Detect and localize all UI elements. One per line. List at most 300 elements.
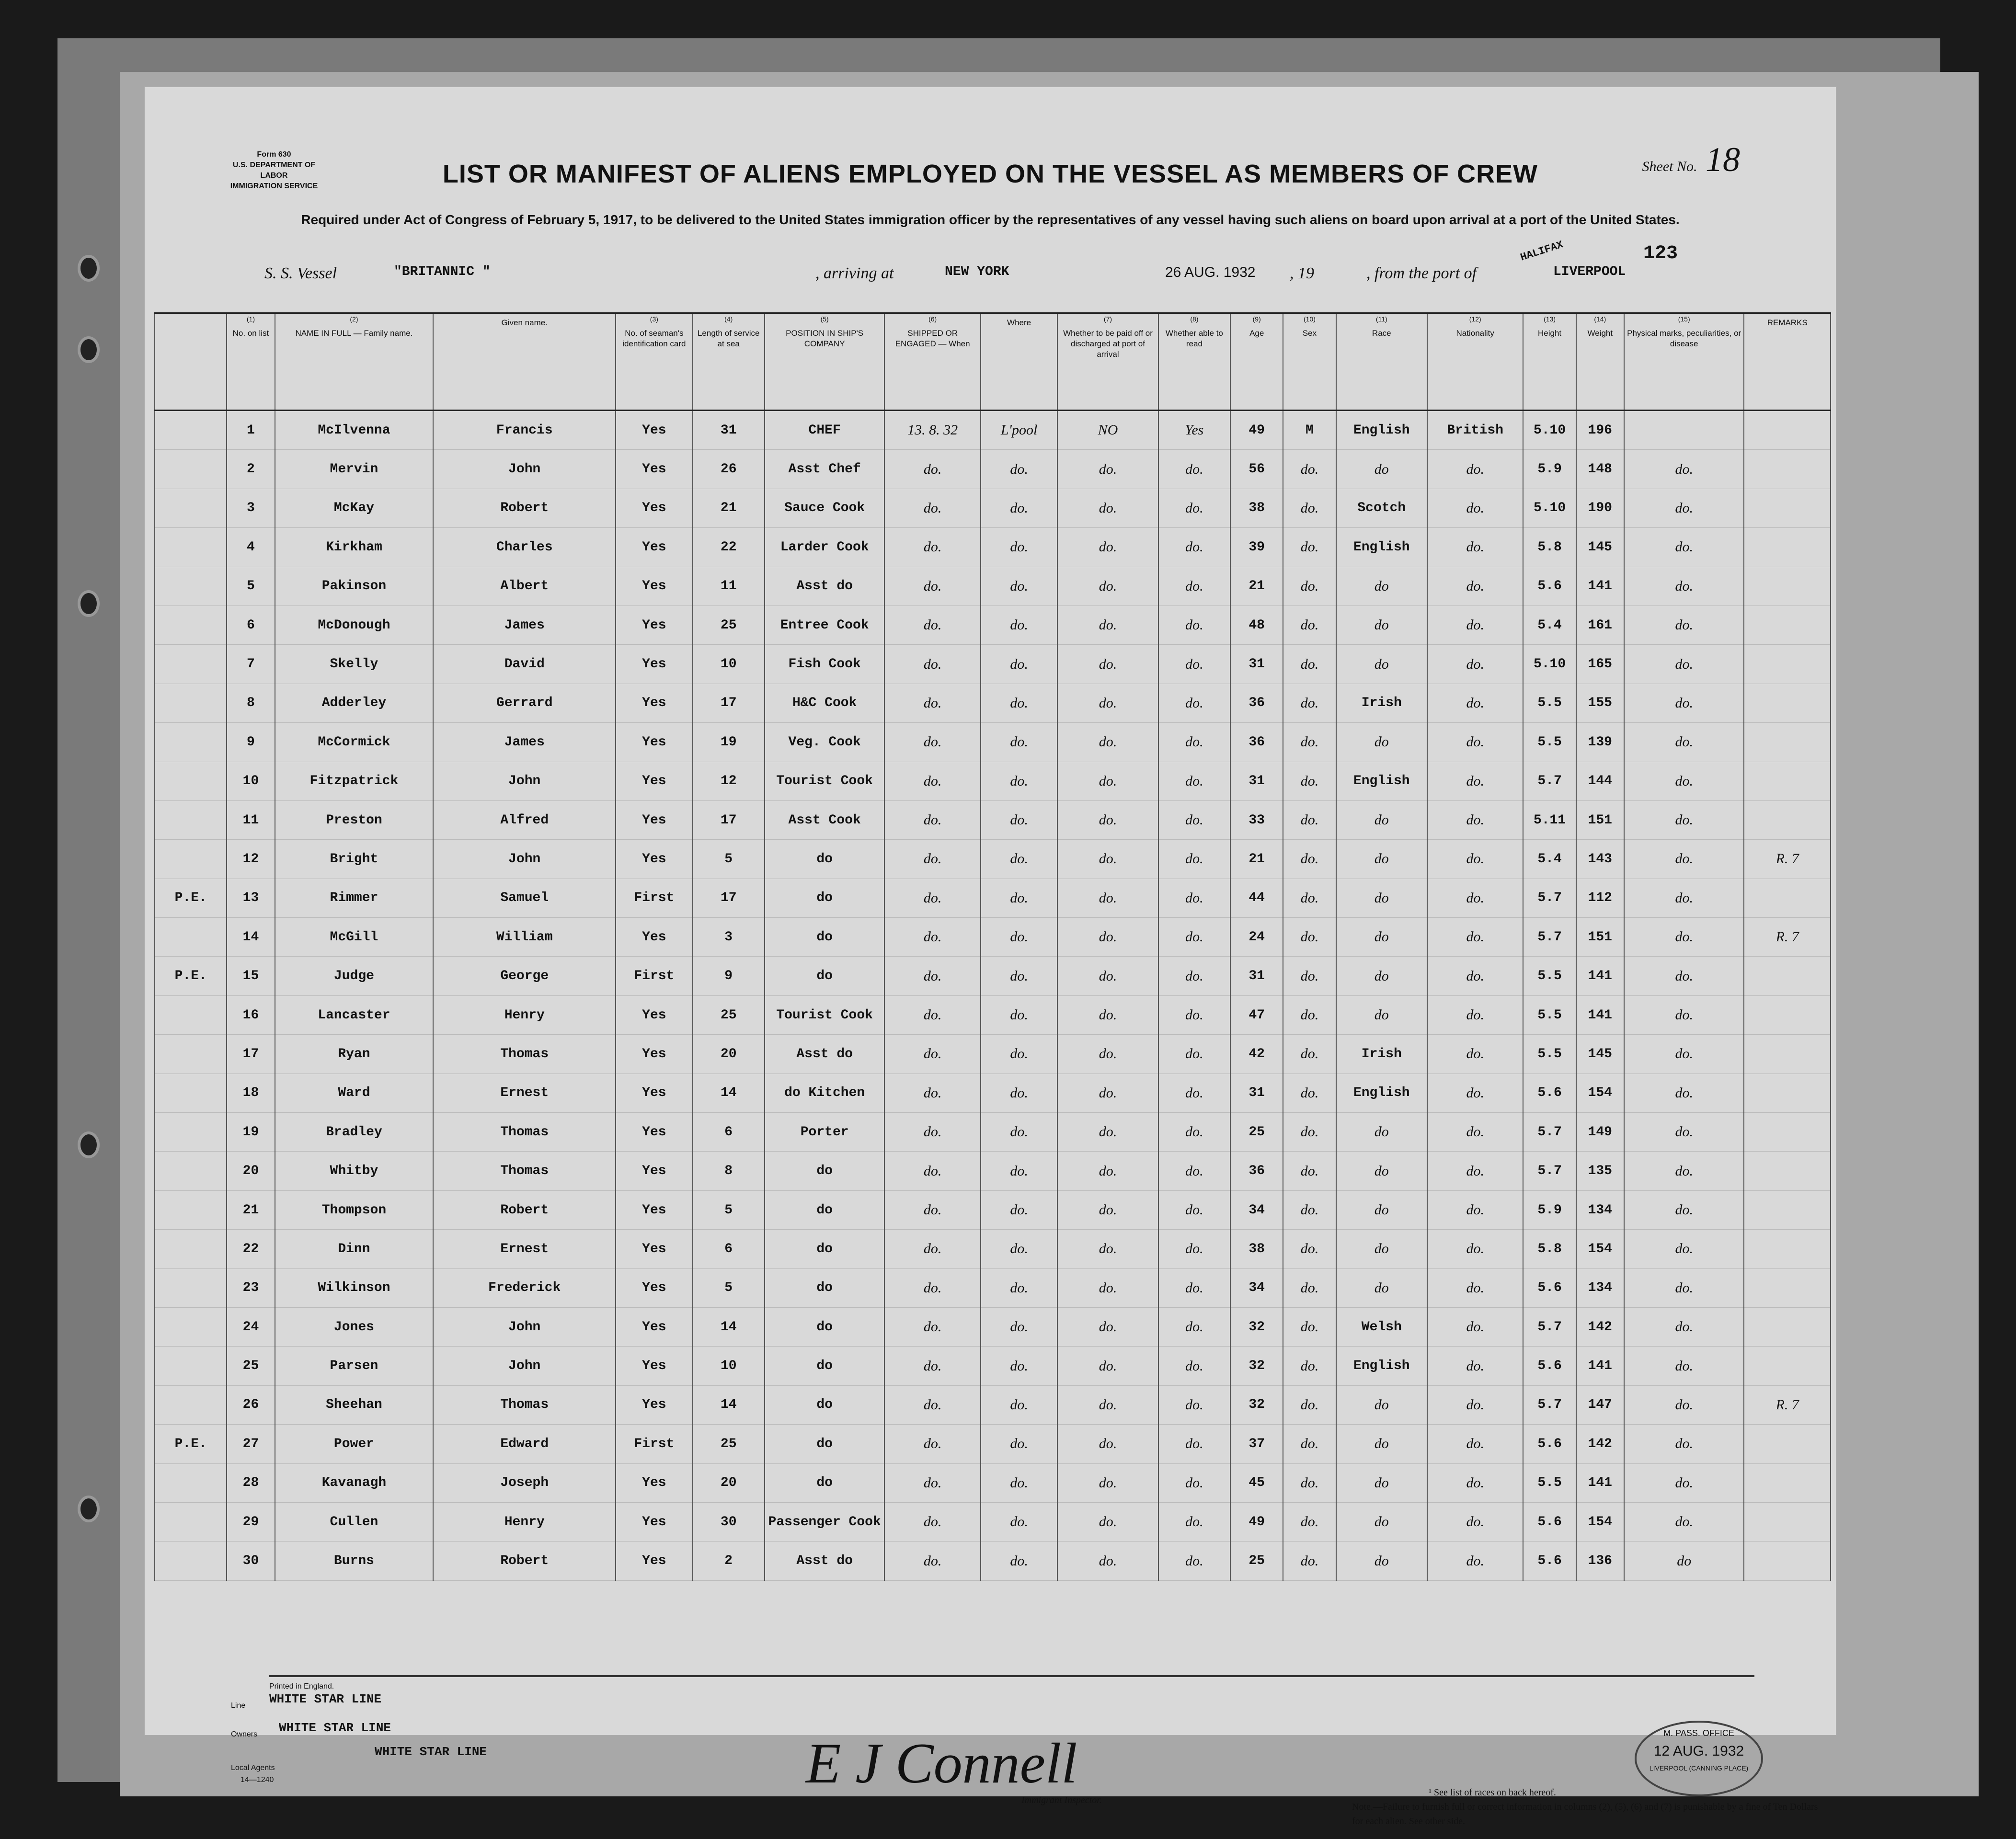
table-row xyxy=(155,411,1831,450)
punch-hole xyxy=(78,1496,100,1522)
cell-read: do. xyxy=(1158,1230,1230,1268)
cell-remarks xyxy=(1744,684,1831,722)
cell-when: do. xyxy=(884,1268,980,1307)
cell-card: First xyxy=(616,957,692,995)
sheet-number-value: 18 xyxy=(1706,140,1740,179)
cell-age: 25 xyxy=(1230,1542,1283,1580)
cell-no: 29 xyxy=(227,1502,275,1541)
col-header: (3) No. of seaman's identification card xyxy=(616,313,692,411)
cell-position: do xyxy=(765,918,885,957)
cell-card: Yes xyxy=(616,1113,692,1152)
cell-race: do xyxy=(1336,918,1427,957)
cell-where: do. xyxy=(981,684,1057,722)
table-row xyxy=(155,1385,1831,1424)
cell-read: do. xyxy=(1158,957,1230,995)
cell-height: 5.6 xyxy=(1523,1347,1576,1385)
cell-mark xyxy=(155,840,227,879)
cell-sex: do. xyxy=(1283,1307,1336,1346)
cell-paid: do. xyxy=(1057,762,1158,800)
cell-given: Edward xyxy=(433,1425,616,1463)
cell-when: 13. 8. 32 xyxy=(884,411,980,450)
cell-height: 5.5 xyxy=(1523,995,1576,1034)
cell-card: Yes xyxy=(616,567,692,605)
cell-position: do xyxy=(765,1307,885,1346)
cell-marks: do. xyxy=(1624,1035,1744,1074)
cell-mark xyxy=(155,762,227,800)
cell-no: 26 xyxy=(227,1385,275,1424)
cell-paid: do. xyxy=(1057,1113,1158,1152)
cell-card: Yes xyxy=(616,1268,692,1307)
cell-service: 12 xyxy=(693,762,765,800)
cell-weight: 142 xyxy=(1576,1425,1624,1463)
cell-paid: do. xyxy=(1057,1190,1158,1229)
cell-read: do. xyxy=(1158,840,1230,879)
cell-age: 56 xyxy=(1230,450,1283,489)
table-row xyxy=(155,489,1831,527)
cell-when: do. xyxy=(884,995,980,1034)
cell-position: Fish Cook xyxy=(765,645,885,684)
cell-sex: do. xyxy=(1283,1074,1336,1112)
cell-position: Sauce Cook xyxy=(765,489,885,527)
cell-nationality: do. xyxy=(1427,879,1523,917)
cell-marks: do. xyxy=(1624,1502,1744,1541)
cell-service: 21 xyxy=(693,489,765,527)
cell-read: Yes xyxy=(1158,411,1230,450)
cell-position: Asst do xyxy=(765,1035,885,1074)
cell-height: 5.8 xyxy=(1523,528,1576,567)
cell-when: do. xyxy=(884,1542,980,1580)
cell-read: do. xyxy=(1158,995,1230,1034)
printed-note: Printed in England. xyxy=(269,1682,334,1691)
cell-where: do. xyxy=(981,1347,1057,1385)
cell-given: Alfred xyxy=(433,800,616,839)
cell-where: do. xyxy=(981,1542,1057,1580)
cell-nationality: do. xyxy=(1427,684,1523,722)
cell-no: 17 xyxy=(227,1035,275,1074)
cell-nationality: British xyxy=(1427,411,1523,450)
cell-given: John xyxy=(433,840,616,879)
cell-height: 5.7 xyxy=(1523,1307,1576,1346)
cell-read: do. xyxy=(1158,684,1230,722)
cell-marks: do. xyxy=(1624,567,1744,605)
cell-given: Joseph xyxy=(433,1463,616,1502)
cell-nationality: do. xyxy=(1427,762,1523,800)
cell-age: 49 xyxy=(1230,411,1283,450)
cell-height: 5.7 xyxy=(1523,879,1576,917)
cell-no: 23 xyxy=(227,1268,275,1307)
cell-card: Yes xyxy=(616,1152,692,1190)
cell-race: do xyxy=(1336,1113,1427,1152)
cell-race: Welsh xyxy=(1336,1307,1427,1346)
cell-no: 6 xyxy=(227,605,275,644)
cell-weight: 154 xyxy=(1576,1502,1624,1541)
cell-card: Yes xyxy=(616,1074,692,1112)
col-header: (1) No. on list xyxy=(227,313,275,411)
cell-family: Adderley xyxy=(275,684,434,722)
cell-nationality: do. xyxy=(1427,605,1523,644)
form-code: 14—1240 xyxy=(241,1776,274,1784)
cell-read: do. xyxy=(1158,1074,1230,1112)
cell-service: 25 xyxy=(693,1425,765,1463)
cell-race: do xyxy=(1336,1463,1427,1502)
cell-read: do. xyxy=(1158,450,1230,489)
cell-given: Thomas xyxy=(433,1113,616,1152)
cell-where: do. xyxy=(981,1152,1057,1190)
cell-position: Passenger Cook xyxy=(765,1502,885,1541)
cell-given: John xyxy=(433,1307,616,1346)
cell-race: do xyxy=(1336,1268,1427,1307)
cell-read: do. xyxy=(1158,1347,1230,1385)
cell-mark: P.E. xyxy=(155,957,227,995)
cell-race: English xyxy=(1336,411,1427,450)
year-label: , 19 xyxy=(1290,264,1314,282)
cell-given: Thomas xyxy=(433,1385,616,1424)
table-row xyxy=(155,1074,1831,1112)
cell-given: Thomas xyxy=(433,1152,616,1190)
cell-family: Whitby xyxy=(275,1152,434,1190)
cell-nationality: do. xyxy=(1427,489,1523,527)
cell-card: Yes xyxy=(616,1502,692,1541)
cell-card: Yes xyxy=(616,605,692,644)
cell-sex: do. xyxy=(1283,1113,1336,1152)
cell-read: do. xyxy=(1158,1425,1230,1463)
cell-marks xyxy=(1624,411,1744,450)
cell-weight: 142 xyxy=(1576,1307,1624,1346)
cell-height: 5.6 xyxy=(1523,1542,1576,1580)
cell-no: 16 xyxy=(227,995,275,1034)
cell-paid: do. xyxy=(1057,1385,1158,1424)
cell-weight: 141 xyxy=(1576,957,1624,995)
cell-position: Entree Cook xyxy=(765,605,885,644)
cell-service: 5 xyxy=(693,1190,765,1229)
cell-paid: do. xyxy=(1057,450,1158,489)
cell-service: 17 xyxy=(693,684,765,722)
cell-where: do. xyxy=(981,1190,1057,1229)
cell-sex: do. xyxy=(1283,995,1336,1034)
cell-no: 21 xyxy=(227,1190,275,1229)
cell-remarks xyxy=(1744,1113,1831,1152)
cell-remarks xyxy=(1744,1268,1831,1307)
cell-mark xyxy=(155,918,227,957)
page-title: LIST OR MANIFEST OF ALIENS EMPLOYED ON THE VESSEL AS MEMBERS OF CREW xyxy=(442,160,1538,188)
cell-race: Irish xyxy=(1336,1035,1427,1074)
cell-where: do. xyxy=(981,1463,1057,1502)
cell-weight: 148 xyxy=(1576,450,1624,489)
cell-mark: P.E. xyxy=(155,1425,227,1463)
table-row xyxy=(155,567,1831,605)
cell-position: do xyxy=(765,1268,885,1307)
cell-where: do. xyxy=(981,605,1057,644)
cell-service: 25 xyxy=(693,995,765,1034)
cell-race: do xyxy=(1336,800,1427,839)
inspector-label: Immigrant Inspector. xyxy=(1021,1795,1102,1805)
cell-height: 5.10 xyxy=(1523,489,1576,527)
col-header: (8) Whether able to read xyxy=(1158,313,1230,411)
cell-card: Yes xyxy=(616,528,692,567)
cell-height: 5.4 xyxy=(1523,840,1576,879)
cell-read: do. xyxy=(1158,1463,1230,1502)
punch-hole xyxy=(78,336,100,363)
punch-hole xyxy=(78,1131,100,1158)
cell-mark xyxy=(155,684,227,722)
cell-where: do. xyxy=(981,957,1057,995)
cell-read: do. xyxy=(1158,879,1230,917)
cell-weight: 196 xyxy=(1576,411,1624,450)
cell-height: 5.5 xyxy=(1523,1463,1576,1502)
cell-when: do. xyxy=(884,1307,980,1346)
cell-when: do. xyxy=(884,1113,980,1152)
cell-where: do. xyxy=(981,879,1057,917)
cell-weight: 112 xyxy=(1576,879,1624,917)
cell-marks: do. xyxy=(1624,1463,1744,1502)
cell-height: 5.7 xyxy=(1523,1385,1576,1424)
cell-family: Judge xyxy=(275,957,434,995)
table-header xyxy=(155,313,1831,411)
cell-mark xyxy=(155,528,227,567)
cell-race: do xyxy=(1336,1152,1427,1190)
cell-marks: do. xyxy=(1624,1113,1744,1152)
cell-nationality: do. xyxy=(1427,1190,1523,1229)
cell-family: McGill xyxy=(275,918,434,957)
cell-family: Thompson xyxy=(275,1190,434,1229)
col-header: (5) POSITION IN SHIP'S COMPANY xyxy=(765,313,885,411)
cell-weight: 139 xyxy=(1576,723,1624,762)
table-row xyxy=(155,840,1831,879)
cell-service: 6 xyxy=(693,1230,765,1268)
cell-paid: do. xyxy=(1057,1152,1158,1190)
cell-weight: 135 xyxy=(1576,1152,1624,1190)
from-port: LIVERPOOL xyxy=(1553,264,1626,279)
cell-height: 5.9 xyxy=(1523,450,1576,489)
cell-sex: do. xyxy=(1283,1230,1336,1268)
manifest-sheet xyxy=(144,86,1837,1827)
cell-no: 14 xyxy=(227,918,275,957)
cell-age: 34 xyxy=(1230,1268,1283,1307)
cell-mark xyxy=(155,1152,227,1190)
cell-mark xyxy=(155,1113,227,1152)
race-note: ¹ See list of races on back hereof. xyxy=(1429,1787,1556,1798)
cell-nationality: do. xyxy=(1427,1502,1523,1541)
cell-position: Larder Cook xyxy=(765,528,885,567)
table-row xyxy=(155,1113,1831,1152)
cell-remarks xyxy=(1744,1230,1831,1268)
cell-card: Yes xyxy=(616,450,692,489)
cell-position: H&C Cook xyxy=(765,684,885,722)
cell-service: 10 xyxy=(693,1347,765,1385)
cell-when: do. xyxy=(884,1035,980,1074)
cell-position: do xyxy=(765,1385,885,1424)
cell-sex: do. xyxy=(1283,1190,1336,1229)
cell-no: 9 xyxy=(227,723,275,762)
cell-family: Fitzpatrick xyxy=(275,762,434,800)
cell-given: Ernest xyxy=(433,1230,616,1268)
cell-mark xyxy=(155,1463,227,1502)
cell-service: 14 xyxy=(693,1074,765,1112)
cell-read: do. xyxy=(1158,1307,1230,1346)
cell-remarks xyxy=(1744,528,1831,567)
cell-service: 20 xyxy=(693,1035,765,1074)
cell-no: 1 xyxy=(227,411,275,450)
cell-nationality: do. xyxy=(1427,918,1523,957)
cell-weight: 147 xyxy=(1576,1385,1624,1424)
cell-read: do. xyxy=(1158,1035,1230,1074)
cell-nationality: do. xyxy=(1427,528,1523,567)
cell-paid: do. xyxy=(1057,528,1158,567)
cell-remarks xyxy=(1744,1307,1831,1346)
cell-mark xyxy=(155,1230,227,1268)
cell-race: do xyxy=(1336,995,1427,1034)
cell-marks: do. xyxy=(1624,1347,1744,1385)
cell-given: Thomas xyxy=(433,1035,616,1074)
cell-given: James xyxy=(433,723,616,762)
cell-paid: do. xyxy=(1057,645,1158,684)
stamp-bottom: LIVERPOOL (CANNING PLACE) xyxy=(1649,1764,1749,1772)
cell-where: L'pool xyxy=(981,411,1057,450)
table-row xyxy=(155,1347,1831,1385)
cell-family: Burns xyxy=(275,1542,434,1580)
cell-card: Yes xyxy=(616,1035,692,1074)
cell-age: 39 xyxy=(1230,528,1283,567)
cell-service: 5 xyxy=(693,840,765,879)
cell-age: 31 xyxy=(1230,645,1283,684)
cell-no: 3 xyxy=(227,489,275,527)
cell-where: do. xyxy=(981,995,1057,1034)
stamp-date: 12 AUG. 1932 xyxy=(1653,1743,1744,1759)
cell-remarks xyxy=(1744,489,1831,527)
cell-nationality: do. xyxy=(1427,1542,1523,1580)
cell-paid: do. xyxy=(1057,1268,1158,1307)
cell-mark xyxy=(155,1074,227,1112)
vessel-name: "BRITANNIC " xyxy=(394,264,491,279)
cell-family: Bright xyxy=(275,840,434,879)
cell-card: Yes xyxy=(616,1347,692,1385)
cell-race: do xyxy=(1336,1542,1427,1580)
owners-value: WHITE STAR LINE xyxy=(279,1721,391,1735)
cell-weight: 136 xyxy=(1576,1542,1624,1580)
cell-position: do Kitchen xyxy=(765,1074,885,1112)
cell-sex: do. xyxy=(1283,879,1336,917)
cell-service: 17 xyxy=(693,800,765,839)
cell-card: Yes xyxy=(616,645,692,684)
crew-table xyxy=(154,312,1831,1581)
cell-sex: do. xyxy=(1283,1385,1336,1424)
cell-sex: do. xyxy=(1283,1463,1336,1502)
cell-no: 15 xyxy=(227,957,275,995)
cell-where: do. xyxy=(981,918,1057,957)
cell-no: 10 xyxy=(227,762,275,800)
cell-service: 19 xyxy=(693,723,765,762)
cell-when: do. xyxy=(884,684,980,722)
cell-weight: 149 xyxy=(1576,1113,1624,1152)
cell-weight: 145 xyxy=(1576,1035,1624,1074)
cell-given: Ernest xyxy=(433,1074,616,1112)
col-header: REMARKS xyxy=(1744,313,1831,411)
cell-height: 5.6 xyxy=(1523,567,1576,605)
cell-paid: do. xyxy=(1057,1074,1158,1112)
cell-paid: do. xyxy=(1057,605,1158,644)
cell-height: 5.11 xyxy=(1523,800,1576,839)
cell-race: Scotch xyxy=(1336,489,1427,527)
page-subtitle: Required under Act of Congress of February 5, 1917, to be delivered to the United States immigration officer by the representatives of any vessel having such aliens on board upon arrival at a port of the United States. xyxy=(301,212,1680,227)
date-stamp: 26 AUG. 1932 xyxy=(1165,264,1256,280)
cell-remarks xyxy=(1744,1035,1831,1074)
col-header: (7) Whether to be paid off or discharged at port of arrival xyxy=(1057,313,1158,411)
cell-remarks xyxy=(1744,800,1831,839)
cell-weight: 151 xyxy=(1576,800,1624,839)
cell-position: Asst Cook xyxy=(765,800,885,839)
cell-service: 31 xyxy=(693,411,765,450)
table-row xyxy=(155,879,1831,917)
col-header: Given name. xyxy=(433,313,616,411)
cell-card: Yes xyxy=(616,411,692,450)
cell-mark xyxy=(155,1035,227,1074)
cell-given: George xyxy=(433,957,616,995)
cell-given: Henry xyxy=(433,995,616,1034)
cell-service: 9 xyxy=(693,957,765,995)
cell-age: 21 xyxy=(1230,567,1283,605)
table-row xyxy=(155,1268,1831,1307)
agents-value: WHITE STAR LINE xyxy=(375,1745,487,1759)
col-header: (15) Physical marks, peculiarities, or disease xyxy=(1624,313,1744,411)
cell-nationality: do. xyxy=(1427,1385,1523,1424)
cell-mark xyxy=(155,800,227,839)
stamp-top: M. PASS. OFFICE xyxy=(1663,1728,1734,1738)
cell-race: do xyxy=(1336,1385,1427,1424)
cell-age: 33 xyxy=(1230,800,1283,839)
cell-read: do. xyxy=(1158,800,1230,839)
cell-position: Asst do xyxy=(765,567,885,605)
cell-age: 21 xyxy=(1230,840,1283,879)
cell-remarks xyxy=(1744,645,1831,684)
cell-paid: do. xyxy=(1057,567,1158,605)
cell-given: Charles xyxy=(433,528,616,567)
cell-sex: do. xyxy=(1283,645,1336,684)
cell-mark xyxy=(155,1307,227,1346)
cell-when: do. xyxy=(884,957,980,995)
cell-no: 30 xyxy=(227,1542,275,1580)
cell-paid: do. xyxy=(1057,684,1158,722)
cell-family: Dinn xyxy=(275,1230,434,1268)
table-row xyxy=(155,957,1831,995)
cell-when: do. xyxy=(884,1230,980,1268)
table-row xyxy=(155,1542,1831,1580)
cell-when: do. xyxy=(884,840,980,879)
table-row xyxy=(155,1425,1831,1463)
cell-mark xyxy=(155,605,227,644)
cell-paid: do. xyxy=(1057,1502,1158,1541)
cell-position: Asst do xyxy=(765,1542,885,1580)
department: U.S. DEPARTMENT OF LABOR xyxy=(232,161,316,180)
cell-read: do. xyxy=(1158,567,1230,605)
cell-mark xyxy=(155,1502,227,1541)
cell-family: Preston xyxy=(275,800,434,839)
cell-remarks: R. 7 xyxy=(1744,1385,1831,1424)
cell-family: Pakinson xyxy=(275,567,434,605)
cell-remarks xyxy=(1744,567,1831,605)
cell-read: do. xyxy=(1158,1385,1230,1424)
cell-no: 13 xyxy=(227,879,275,917)
cell-when: do. xyxy=(884,645,980,684)
cell-marks: do. xyxy=(1624,995,1744,1034)
cell-given: James xyxy=(433,605,616,644)
cell-where: do. xyxy=(981,1425,1057,1463)
form-number: Form 630 xyxy=(257,150,291,159)
cell-service: 17 xyxy=(693,879,765,917)
cell-read: do. xyxy=(1158,489,1230,527)
cell-position: do xyxy=(765,1190,885,1229)
cell-race: do xyxy=(1336,605,1427,644)
cell-sex: do. xyxy=(1283,762,1336,800)
